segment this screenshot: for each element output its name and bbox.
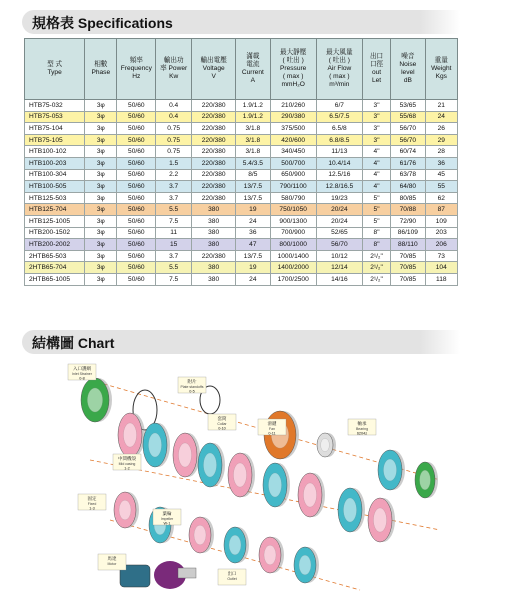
table-cell: 50/60 [117, 111, 156, 123]
table-row [25, 134, 458, 146]
table-cell: 6/7 [316, 100, 362, 112]
table-cell: 4" [362, 169, 390, 181]
table-cell: 3φ [85, 111, 117, 123]
table-cell: 5.5 [156, 204, 192, 216]
table-cell: 86/109 [391, 227, 425, 239]
impeller-stage-6-hub [303, 483, 316, 507]
label-en: Outlet [227, 577, 237, 581]
table-cell: 0.75 [156, 123, 192, 135]
table-cell: 3.7 [156, 181, 192, 193]
label-en: Bearing [355, 427, 369, 431]
table-cell: 50/60 [117, 192, 156, 204]
table-cell: 11/13 [316, 146, 362, 158]
table-row [25, 157, 458, 169]
table-cell: 5" [362, 204, 390, 216]
table-cell: 52/65 [316, 227, 362, 239]
table-cell: 50/60 [117, 134, 156, 146]
label-en: Motor [107, 562, 117, 566]
table-cell: 5.4/3.5 [236, 157, 270, 169]
table-row [25, 111, 458, 123]
table-cell: 220/380 [192, 157, 236, 169]
label-en: Plate standoffs [180, 385, 204, 389]
model-cell: HTB100-203 [25, 157, 85, 169]
chart-header [22, 330, 458, 354]
column-header: 型 式 Type [25, 39, 85, 100]
table-cell: 4" [362, 146, 390, 158]
table-cell: 53/65 [391, 100, 425, 112]
table-cell: 10/12 [316, 250, 362, 262]
table-cell: 20/24 [316, 215, 362, 227]
table-cell: 14/16 [316, 273, 362, 285]
table-cell: 6.5/7.5 [316, 111, 362, 123]
column-header: 輸出功 率 Power Kw [156, 39, 192, 100]
header-fade [420, 10, 460, 34]
table-row [25, 215, 458, 227]
table-cell: 56/70 [316, 239, 362, 251]
impeller-stage-3-hub [203, 453, 216, 477]
table-cell: 750/1050 [270, 204, 316, 216]
label-code: 6204z [356, 431, 368, 436]
model-cell: 2HTB65-1005 [25, 273, 85, 285]
label-zh: 固定 [87, 496, 97, 501]
label-code: 0-8 [79, 376, 85, 381]
impeller-stage-8-hub [373, 508, 386, 532]
table-cell: 220/380 [192, 146, 236, 158]
table-cell: 8" [362, 227, 390, 239]
impeller-stage-7-hub [343, 498, 356, 522]
table-cell: 220/380 [192, 111, 236, 123]
label-code: 0-10 [218, 426, 226, 431]
column-header: 噪音 Noise level dB [391, 39, 425, 100]
table-cell: 12.8/16.5 [316, 181, 362, 193]
table-cell: 63/78 [391, 169, 425, 181]
table-cell: 2.2 [156, 169, 192, 181]
table-cell: 55 [425, 181, 457, 193]
lower-stage-4-hub [264, 545, 276, 565]
specifications-header [22, 10, 458, 34]
model-cell: HTB100-505 [25, 181, 85, 193]
table-cell: 50/60 [117, 262, 156, 274]
column-header: 相數 Phase [85, 39, 117, 100]
table-cell: 0.75 [156, 146, 192, 158]
table-cell: 380 [192, 273, 236, 285]
table-cell: 220/380 [192, 192, 236, 204]
label-en: Impeller [160, 517, 174, 521]
table-cell: 500/700 [270, 157, 316, 169]
table-cell: 20/24 [316, 204, 362, 216]
outlet-pipe [178, 568, 196, 578]
table-row [25, 146, 458, 158]
table-cell: 80/85 [391, 192, 425, 204]
table-cell: 50/60 [117, 215, 156, 227]
table-cell: 8/5 [236, 169, 270, 181]
table-cell: 29 [425, 134, 457, 146]
model-cell: HTB125-503 [25, 192, 85, 204]
table-cell: 0.4 [156, 100, 192, 112]
model-cell: HTB200-2002 [25, 239, 85, 251]
model-cell: HTB75-105 [25, 134, 85, 146]
impeller-stage-2-hub [178, 443, 191, 467]
table-cell: 10.4/14 [316, 157, 362, 169]
table-cell: 3φ [85, 204, 117, 216]
table-cell: 3φ [85, 134, 117, 146]
table-cell: 3.7 [156, 250, 192, 262]
label-en: Mid casing [118, 462, 136, 466]
fan-disc-hub [420, 470, 431, 490]
table-cell: 50/60 [117, 169, 156, 181]
column-header: 最大靜壓 ( 吐出 ) Pressure ( max ) mmH₂O [270, 39, 316, 100]
table-cell: 87 [425, 204, 457, 216]
table-cell: 50/60 [117, 100, 156, 112]
table-cell: 104 [425, 262, 457, 274]
table-row [25, 192, 458, 204]
label-zh: 附片 [187, 379, 197, 384]
model-cell: HTB75-053 [25, 111, 85, 123]
table-cell: 3φ [85, 262, 117, 274]
table-cell: 3.7 [156, 192, 192, 204]
table-cell: 24 [425, 111, 457, 123]
table-cell: 3" [362, 100, 390, 112]
label-en: Collar [217, 422, 227, 426]
table-cell: 50/60 [117, 227, 156, 239]
table-cell: 3φ [85, 239, 117, 251]
impeller-stage-0-hub [123, 423, 136, 447]
table-cell: 19 [236, 204, 270, 216]
table-row [25, 204, 458, 216]
table-cell: 36 [236, 227, 270, 239]
label-code: 1-2 [124, 466, 130, 471]
lower-stage-2-hub [194, 525, 206, 545]
table-cell: 50/60 [117, 250, 156, 262]
table-cell: 61/76 [391, 157, 425, 169]
table-cell: 1.9/1.2 [236, 100, 270, 112]
label-zh: 套筒 [217, 416, 227, 421]
table-cell: 900/1300 [270, 215, 316, 227]
table-cell: 50/60 [117, 204, 156, 216]
table-cell: 36 [425, 157, 457, 169]
table-cell: 380 [192, 227, 236, 239]
table-row [25, 123, 458, 135]
table-cell: 3" [362, 123, 390, 135]
table-cell: 5" [362, 215, 390, 227]
table-cell: 72/90 [391, 215, 425, 227]
inlet-strainer-ring-hub [87, 388, 102, 412]
table-cell: 50/60 [117, 146, 156, 158]
table-cell: 50/60 [117, 273, 156, 285]
lower-stage-3-hub [229, 535, 241, 555]
model-cell: HTB75-032 [25, 100, 85, 112]
table-row [25, 273, 458, 285]
header-fade [420, 330, 460, 354]
table-cell: 650/900 [270, 169, 316, 181]
table-header-row [25, 39, 458, 100]
table-cell: 1.9/1.2 [236, 111, 270, 123]
specifications-table [24, 38, 458, 286]
table-cell: 210/260 [270, 100, 316, 112]
table-cell: 2¹/₂" [362, 273, 390, 285]
label-zh: 出口 [227, 571, 237, 576]
lower-stage-5-hub [299, 555, 311, 575]
table-cell: 220/380 [192, 181, 236, 193]
exploded-structure-diagram [60, 360, 460, 610]
table-cell: 220/380 [192, 250, 236, 262]
table-row [25, 169, 458, 181]
table-cell: 375/500 [270, 123, 316, 135]
table-cell: 47 [236, 239, 270, 251]
model-cell: HTB200-1502 [25, 227, 85, 239]
impeller-stage-4-hub [233, 463, 246, 487]
table-cell: 56/70 [391, 134, 425, 146]
model-cell: HTB75-104 [25, 123, 85, 135]
table-cell: 0.75 [156, 134, 192, 146]
table-cell: 50/60 [117, 123, 156, 135]
table-cell: 24 [236, 215, 270, 227]
table-cell: 56/70 [391, 123, 425, 135]
table-cell: 3φ [85, 192, 117, 204]
table-cell: 15 [156, 239, 192, 251]
table-cell: 2¹/₂" [362, 262, 390, 274]
table-cell: 3/1.8 [236, 146, 270, 158]
model-cell: HTB125-704 [25, 204, 85, 216]
model-cell: HTB100-102 [25, 146, 85, 158]
table-row [25, 227, 458, 239]
table-cell: 118 [425, 273, 457, 285]
table-cell: 800/1000 [270, 239, 316, 251]
table-cell: 3/1.8 [236, 134, 270, 146]
label-en: Fan [268, 427, 276, 431]
table-cell: 203 [425, 227, 457, 239]
table-cell: 1000/1400 [270, 250, 316, 262]
table-cell: 220/380 [192, 134, 236, 146]
label-zh: 滑鍵 [267, 421, 277, 426]
table-cell: 206 [425, 239, 457, 251]
impeller-disc-hub [383, 459, 396, 481]
table-cell: 290/380 [270, 111, 316, 123]
table-cell: 13/7.5 [236, 192, 270, 204]
table-cell: 3" [362, 111, 390, 123]
model-cell: 2HTB65-503 [25, 250, 85, 262]
label-zh: 中間機殼 [118, 456, 136, 461]
table-cell: 380 [192, 204, 236, 216]
table-cell: 3φ [85, 123, 117, 135]
table-cell: 26 [425, 123, 457, 135]
table-cell: 3φ [85, 181, 117, 193]
table-row [25, 239, 458, 251]
table-cell: 3/1.8 [236, 123, 270, 135]
label-en: Fixed [87, 502, 97, 506]
table-body [25, 100, 458, 286]
table-cell: 7.5 [156, 273, 192, 285]
model-cell: HTB100-304 [25, 169, 85, 181]
label-zh: 軸承 [357, 421, 367, 426]
table-row [25, 100, 458, 112]
table-cell: 21 [425, 100, 457, 112]
label-zh: 馬達 [107, 556, 117, 561]
table-cell: 28 [425, 146, 457, 158]
label-code: W-1 [163, 521, 171, 526]
label-zh: 入口護網 [73, 366, 91, 371]
table-cell: 790/1100 [270, 181, 316, 193]
table-cell: 109 [425, 215, 457, 227]
table-cell: 3φ [85, 227, 117, 239]
label-code: 1-3 [89, 506, 95, 511]
table-cell: 4" [362, 181, 390, 193]
column-header: 輸出電壓 Voltage V [192, 39, 236, 100]
table-cell: 13/7.5 [236, 250, 270, 262]
lower-stage-0-hub [119, 500, 131, 520]
table-cell: 3" [362, 134, 390, 146]
table-cell: 3φ [85, 157, 117, 169]
table-cell: 1.5 [156, 157, 192, 169]
table-cell: 13/7.5 [236, 181, 270, 193]
chart-title: 結構圖 Chart [32, 335, 115, 351]
table-cell: 7.5 [156, 215, 192, 227]
table-cell: 19/23 [316, 192, 362, 204]
table-cell: 3φ [85, 146, 117, 158]
table-cell: 3φ [85, 169, 117, 181]
table-cell: 2¹/₂" [362, 250, 390, 262]
label-zh: 葉輪 [162, 511, 172, 516]
table-cell: 64/80 [391, 181, 425, 193]
table-cell: 55/68 [391, 111, 425, 123]
table-cell: 8" [362, 239, 390, 251]
impeller-stage-5-hub [268, 473, 281, 497]
table-cell: 420/600 [270, 134, 316, 146]
table-cell: 19 [236, 262, 270, 274]
collar-disc-hub [321, 438, 330, 451]
table-cell: 220/380 [192, 169, 236, 181]
table-cell: 45 [425, 169, 457, 181]
table-cell: 380 [192, 239, 236, 251]
table-cell: 50/60 [117, 181, 156, 193]
table-cell: 380 [192, 262, 236, 274]
table-cell: 62 [425, 192, 457, 204]
label-code: 0-11 [268, 431, 276, 436]
table-cell: 4" [362, 157, 390, 169]
table-cell: 1700/2500 [270, 273, 316, 285]
table-cell: 70/85 [391, 273, 425, 285]
table-cell: 3φ [85, 100, 117, 112]
table-cell: 6.5/8 [316, 123, 362, 135]
table-cell: 6.8/8.5 [316, 134, 362, 146]
table-cell: 3φ [85, 273, 117, 285]
table-row [25, 250, 458, 262]
column-header: 最大風量 ( 吐出 ) Air Flow ( max ) m³/min [316, 39, 362, 100]
table-row [25, 262, 458, 274]
model-cell: HTB125-1005 [25, 215, 85, 227]
label-en: Inlet Strainer [72, 372, 92, 376]
table-cell: 3φ [85, 250, 117, 262]
table-cell: 5" [362, 192, 390, 204]
label-code: 0-5 [189, 389, 195, 394]
table-cell: 340/450 [270, 146, 316, 158]
table-cell: 70/85 [391, 262, 425, 274]
table-cell: 12.5/16 [316, 169, 362, 181]
table-cell: 11 [156, 227, 192, 239]
table-cell: 88/110 [391, 239, 425, 251]
column-header: 重量 Weight Kgs [425, 39, 457, 100]
column-header: 滿載 電流 Current A [236, 39, 270, 100]
table-cell: 5.5 [156, 262, 192, 274]
table-cell: 50/60 [117, 157, 156, 169]
column-header: 頻率 Frequency Hz [117, 39, 156, 100]
table-cell: 1400/2000 [270, 262, 316, 274]
table-cell: 580/790 [270, 192, 316, 204]
table-cell: 0.4 [156, 111, 192, 123]
table-cell: 24 [236, 273, 270, 285]
table-cell: 12/14 [316, 262, 362, 274]
column-header: 出口 口徑 out Let [362, 39, 390, 100]
model-cell: 2HTB65-704 [25, 262, 85, 274]
table-cell: 50/60 [117, 239, 156, 251]
table-row [25, 181, 458, 193]
impeller-stage-1-hub [148, 433, 161, 457]
table-cell: 70/88 [391, 204, 425, 216]
table-cell: 3φ [85, 215, 117, 227]
specifications-title: 規格表 Specifications [32, 15, 173, 31]
table-cell: 380 [192, 215, 236, 227]
table-cell: 73 [425, 250, 457, 262]
table-cell: 70/85 [391, 250, 425, 262]
table-cell: 220/380 [192, 100, 236, 112]
table-cell: 60/74 [391, 146, 425, 158]
table-cell: 700/900 [270, 227, 316, 239]
table-cell: 220/380 [192, 123, 236, 135]
